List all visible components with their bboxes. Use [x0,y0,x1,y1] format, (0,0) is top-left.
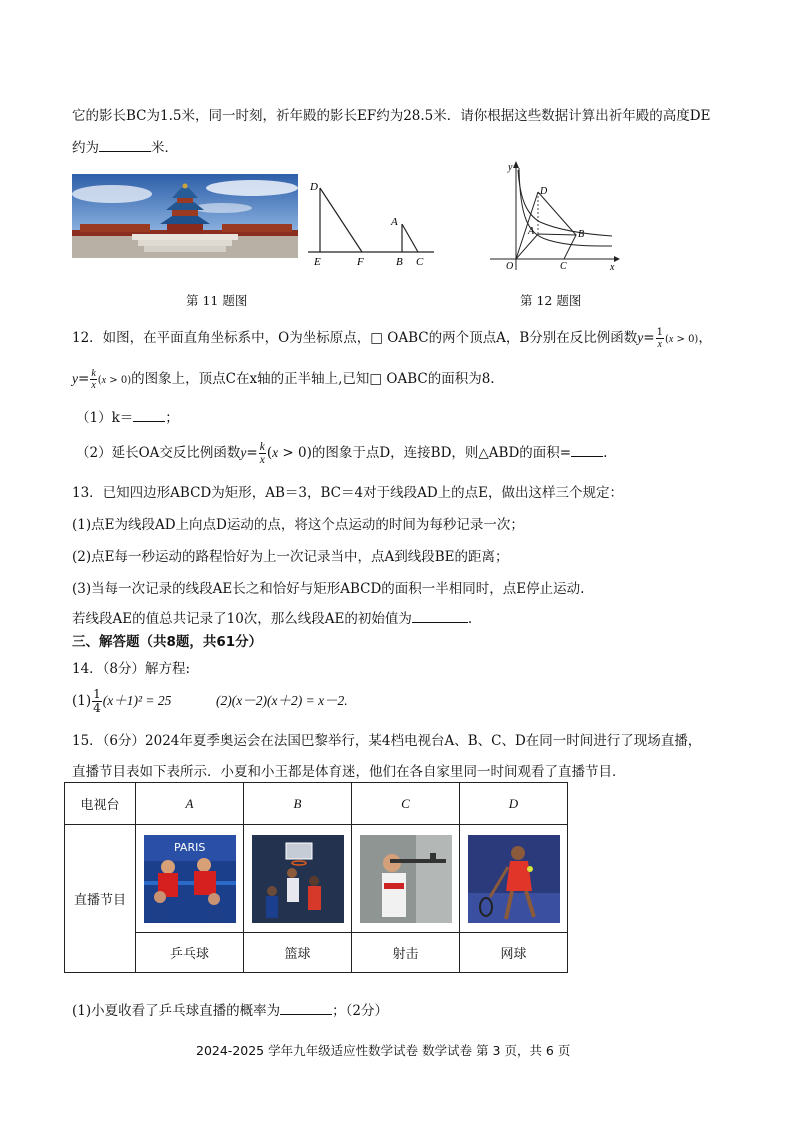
program-c: 射击 [352,933,460,973]
point-label-b: B [578,229,585,240]
shooting-photo-cell [352,825,460,933]
q12-part2-end: . [603,445,608,461]
point-label-b: B [396,256,403,268]
answer-blank [571,456,603,457]
point-label-d: D [310,181,318,193]
point-label-a: A [391,216,398,228]
q15-line1: 15．（6分）2024年夏季奥运会在法国巴黎举行，某4档电视台A、B、C、D在同一时间进行了现场直播， [72,733,702,749]
q13-last [72,607,472,627]
tennis-photo-cell [460,825,568,933]
point-label-f: F [357,256,364,268]
q12-part1 [76,406,179,426]
q14-title: 14．（8分）解方程: [72,661,191,677]
q15-sub1-end: ；（2分） [332,1003,388,1019]
q12-figure-caption: 第 12 题图 [520,293,582,308]
answer-blank [412,622,468,623]
basketball-photo [252,835,344,923]
q12-coordinate-diagram [488,158,622,274]
point-label-e: E [314,256,321,268]
q12-part2-post: 的图象于点D，连接BD，则△ABD的面积= [311,445,572,461]
q13-last-end: . [467,611,473,627]
q11-line1: 它的影长BC为1.5米，同一时刻，祈年殿的影长EF约为28.5米．请你根据这些数据计算出祈年殿的高度DE [72,108,711,124]
answer-blank [133,421,165,422]
q11-shadow-diagram [304,172,440,268]
basketball-photo-cell [244,825,352,933]
q12-part2: （2）延长OA交反比例函数y= $\frac{k}{x}$ (x > 0)的图象于点D，连接BD，则△ABD的面积= . [76,441,608,466]
q15-line2: 直播节目表如下表所示．小夏和小王都是体育迷，他们在各自家里同一时间观看了直播节目． [72,764,626,780]
answer-blank [99,151,151,152]
program-d: 网球 [460,933,568,973]
channel-b: B [244,783,352,825]
table-header-label: 电视台 [65,783,136,825]
q12-part2-pre: （2）延长OA交反比例函数 [76,445,241,461]
program-b: 篮球 [244,933,352,973]
point-label-c: C [416,256,424,268]
origin-label: O [506,261,514,272]
table-row-label: 直播节目 [65,825,136,973]
q11-line2 [72,136,178,156]
table-tennis-photo [144,835,236,923]
q12-line1: 12．如图，在平面直角坐标系中，O为坐标原点，□ OABC的两个顶点A，B分别在反比例函数y= $\frac{1}{x}$ (x > 0)， [72,327,712,350]
q13-last-text: 若线段AE的值总共记录了10次，那么线段AE的初始值为 [72,611,412,627]
q14-eq1-prefix: (1) [72,693,92,709]
answer-blank [280,1014,332,1015]
table-tennis-photo-cell [136,825,244,933]
q14-equations: (1) $\frac{1}{4}$ (x＋1)² = 25 (2)(x－2)(x＋2) = x－2. [72,687,348,715]
q13-rule3: (3)当每一次记录的线段AE长之和恰好与矩形ABCD的面积一半相同时，点E停止运动. [72,581,585,597]
q13-line1: 13．已知四边形ABCD为矩形，AB＝3，BC＝4对于线段AD上的点E，做出这样三个规定： [72,485,624,501]
temple-of-heaven-photo [72,174,298,258]
q11-line2-pre: 约为 [72,140,99,156]
axis-label-x: x [610,262,615,273]
q12-part1-end: ； [165,410,179,426]
channel-a: A [136,783,244,825]
section-3-heading: 三、解答题（共8题，共61分） [72,634,263,650]
svg-text:PARIS: PARIS [173,840,205,854]
q14-eq1: (x＋1)² = 25 [102,693,172,708]
q13-rule1: (1)点E为线段AD上向点D运动的点，将这个点运动的时间为每秒记录一次； [72,517,524,533]
q11-figure-caption: 第 11 题图 [186,293,248,308]
q12-part1-text: （1）k＝ [76,410,134,426]
point-label-a: A [528,226,535,237]
program-a: 乒乓球 [136,933,244,973]
channel-d: D [460,783,568,825]
point-label-d: D [540,186,548,197]
q11-line2-post: 米． [151,140,178,156]
page-footer: 2024-2025 学年九年级适应性数学试卷 数学试卷 第 3 页，共 6 页 [196,1043,571,1058]
point-label-c: C [560,261,567,272]
q12-line1-text: 12．如图，在平面直角坐标系中，O为坐标原点，□ OABC的两个顶点A，B分别在反比例函数 [72,330,638,346]
q12-line2: y= $\frac{k}{x}$ (x > 0)的图象上，顶点C在x轴的正半轴上,已知□ OABC的面积为8. [72,368,495,391]
shooting-photo [360,835,452,923]
tennis-photo [468,835,560,923]
q15-sub1 [72,999,388,1019]
q15-sub1-text: (1)小夏收看了乒乓球直播的概率为 [72,1003,281,1019]
q13-rule2: (2)点E每一秒运动的路程恰好为上一次记录当中，点A到线段BE的距离； [72,549,509,565]
q12-line2-text: 的图象上，顶点C在x轴的正半轴上,已知□ OABC的面积为8. [131,371,495,387]
broadcast-table [64,782,568,973]
channel-c: C [352,783,460,825]
axis-label-y: y [508,162,513,173]
q14-eq2: (2)(x－2)(x＋2) = x－2. [216,693,348,708]
